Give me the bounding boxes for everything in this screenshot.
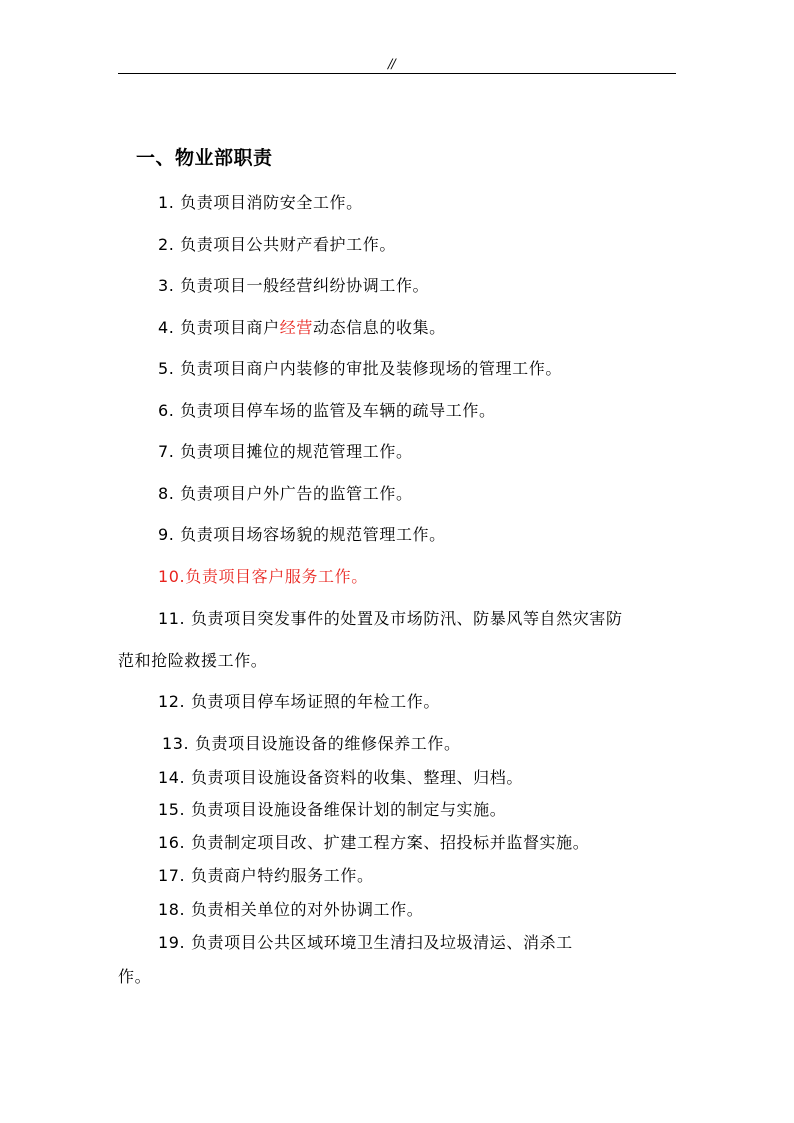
item-number: 5. — [158, 359, 175, 378]
item-text: 负责项目设施设备资料的收集、整理、归档。 — [190, 768, 523, 787]
item-text: 负责项目设施设备维保计划的制定与实施。 — [190, 800, 507, 819]
list-item-continuation: 作。 — [118, 967, 152, 986]
list-item — [158, 830, 589, 853]
list-item — [158, 315, 446, 338]
item-text: 负责项目停车场证照的年检工作。 — [190, 692, 440, 711]
list-item — [158, 765, 523, 788]
list-item — [158, 606, 623, 629]
item-number: 7. — [158, 442, 175, 461]
list-item — [158, 398, 496, 421]
item-number: 9. — [158, 525, 175, 544]
item-text: 动态信息的收集。 — [312, 318, 446, 337]
item-number: 13. — [162, 734, 190, 753]
list-item — [158, 481, 413, 504]
item-text: 负责项目突发事件的处置及市场防汛、防暴风等自然灾害防 — [190, 609, 623, 628]
item-text: 负责项目商户内装修的审批及装修现场的管理工作。 — [180, 359, 562, 378]
item-number: 6. — [158, 401, 175, 420]
item-number: 1. — [158, 193, 175, 212]
list-item-continuation: 范和抢险救援工作。 — [118, 651, 268, 670]
item-text: 负责项目摊位的规范管理工作。 — [180, 442, 413, 461]
header-rule — [118, 73, 676, 74]
item-number: 16. — [158, 833, 186, 852]
list-item — [158, 897, 423, 920]
item-text: 负责项目商户 — [180, 318, 280, 337]
list-item — [158, 190, 363, 213]
item-text: 负责相关单位的对外协调工作。 — [190, 900, 424, 919]
item-number: 12. — [158, 692, 186, 711]
list-item — [158, 273, 429, 296]
item-text-highlight: 经营 — [279, 318, 313, 337]
list-item — [158, 439, 413, 462]
item-text: 负责制定项目改、扩建工程方案、招投标并监督实施。 — [190, 833, 590, 852]
item-text: 负责项目一般经营纠纷协调工作。 — [180, 276, 430, 295]
item-number: 11. — [158, 609, 186, 628]
item-number: 15. — [158, 800, 186, 819]
item-text: 负责项目客户服务工作。 — [185, 567, 368, 586]
item-number: 14. — [158, 768, 186, 787]
item-text: 负责商户特约服务工作。 — [190, 866, 374, 885]
list-item — [158, 564, 368, 587]
list-item — [158, 863, 374, 886]
item-text: 负责项目公共财产看护工作。 — [180, 235, 396, 254]
item-text: 负责项目公共区域环境卫生清扫及垃圾清运、消杀工 — [190, 933, 573, 952]
item-text: 负责项目设施设备的维修保养工作。 — [194, 734, 461, 753]
item-text: 负责项目停车场的监管及车辆的疏导工作。 — [180, 401, 496, 420]
item-number: 19. — [158, 933, 186, 952]
list-item — [158, 232, 396, 255]
item-number: 3. — [158, 276, 175, 295]
item-number: 4. — [158, 318, 175, 337]
list-item — [162, 731, 461, 754]
list-item — [158, 689, 440, 712]
item-number: 17. — [158, 866, 186, 885]
item-number: 10. — [158, 567, 186, 586]
page-header-mark: // — [388, 57, 395, 72]
list-item — [158, 522, 446, 545]
list-item — [158, 930, 573, 953]
item-text: 负责项目户外广告的监管工作。 — [180, 484, 413, 503]
item-number: 8. — [158, 484, 175, 503]
list-item — [158, 356, 562, 379]
section-heading: 一、物业部职责 — [136, 147, 273, 169]
item-number: 2. — [158, 235, 175, 254]
list-item — [158, 797, 506, 820]
item-text: 负责项目场容场貌的规范管理工作。 — [180, 525, 446, 544]
item-text: 负责项目消防安全工作。 — [180, 193, 363, 212]
item-number: 18. — [158, 900, 186, 919]
